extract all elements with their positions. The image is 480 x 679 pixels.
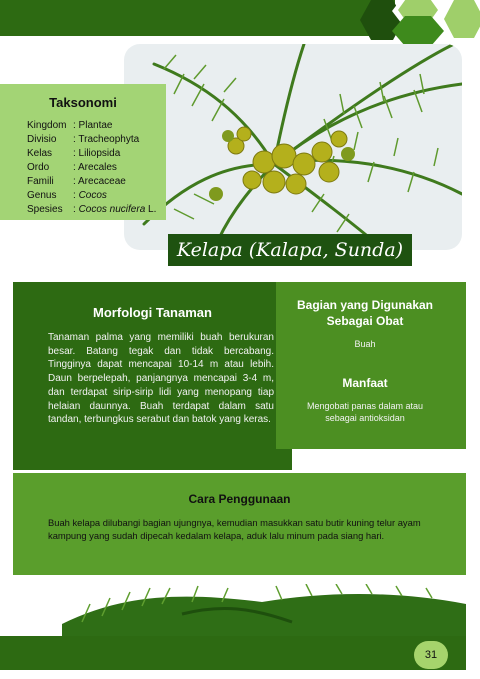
plant-title: Kelapa (Kalapa, Sunda) — [168, 234, 412, 266]
benefit-text: Mengobati panas dalam atau sebagai antioksidan — [306, 401, 424, 423]
usage-part-text: Buah — [354, 339, 376, 349]
taxonomy-value: : Liliopsida — [73, 148, 121, 159]
top-banner — [0, 0, 395, 36]
preparation-title: Cara Penggunaan — [188, 492, 291, 506]
taxonomy-row — [27, 147, 120, 161]
taxonomy-key: Kingdom — [27, 120, 67, 131]
coconut-tree-photo — [124, 44, 462, 250]
taxonomy-row — [27, 203, 156, 217]
taxonomy-value-italic: Cocos nucifera — [78, 204, 146, 215]
taxonomy-key: Ordo — [27, 162, 50, 173]
taxonomy-title: Taksonomi — [49, 95, 117, 110]
taxonomy-row — [27, 175, 126, 189]
taxonomy-value: : — [73, 190, 79, 201]
taxonomy-value-italic: Cocos — [78, 190, 107, 201]
morphology-text: Tanaman palma yang memiliki buah berukuran besar. Batang tegak dan tidak bercabang. Tingginya dapat mencapai 10-14 m atau lebih. Daun berpelepah, panjangnya mencapai 3-4 m, dan terdapat sirip-sirip lidi yang menopang tiap helaian daunnya. Buah terdapat dalam satu tandan, terbungkus serabut dan batok yang keras. — [48, 332, 274, 426]
taxonomy-value: : Tracheophyta — [73, 134, 140, 145]
taxonomy-key: Famili — [27, 176, 54, 187]
taxonomy-key: Divisio — [27, 134, 57, 145]
taxonomy-key: Kelas — [27, 148, 53, 159]
palm-leaves-photo — [62, 584, 466, 640]
taxonomy-value: : — [73, 204, 79, 215]
morphology-title: Morfologi Tanaman — [93, 305, 212, 320]
hexagon-decoration — [444, 0, 480, 38]
bottom-banner — [0, 636, 466, 670]
taxonomy-value-suffix: L. — [145, 204, 157, 215]
taxonomy-row — [27, 189, 107, 203]
taxonomy-row — [27, 119, 112, 133]
usage-part-title: Bagian yang Digunakan Sebagai Obat — [296, 298, 434, 328]
taxonomy-row — [27, 161, 117, 175]
page-number: 31 — [414, 641, 448, 669]
taxonomy-row — [27, 133, 139, 147]
preparation-text: Buah kelapa dilubangi bagian ujungnya, kemudian masukkan satu butir kuning telur ayam kampung yang sudah dipecah kedalam kelapa, aduk lalu minum pada siang hari. — [48, 517, 421, 541]
taxonomy-value: : Plantae — [73, 120, 113, 131]
taxonomy-value: : Arecaceae — [73, 176, 126, 187]
taxonomy-key: Genus — [27, 190, 57, 201]
taxonomy-value: : Arecales — [73, 162, 117, 173]
taxonomy-key: Spesies — [27, 204, 63, 215]
benefit-title: Manfaat — [342, 376, 388, 390]
